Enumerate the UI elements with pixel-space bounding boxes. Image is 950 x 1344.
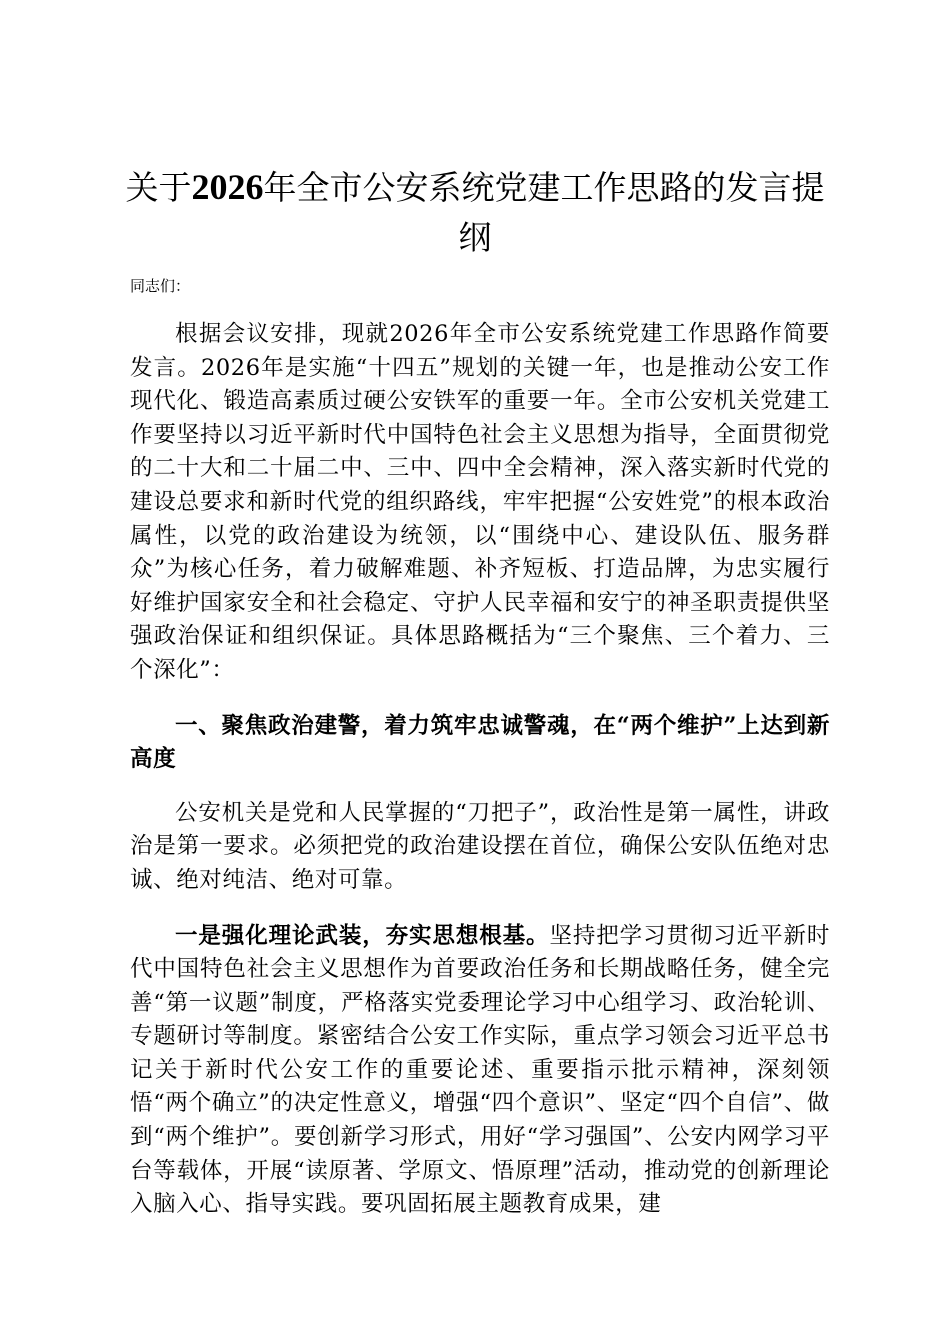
title-prefix: 关于: [125, 168, 192, 207]
salutation: 同志们：: [130, 277, 191, 295]
intro-paragraph: 根据会议安排，现就2026年全市公安系统党建工作思路作简要发言。2026年是实施“十四五”规划的关键一年，也是推动公安工作现代化、锻造高素质过硬公安铁军的重要一年。全市公安机关党建工作要坚持以习近平新时代中国特色社会主义思想为指导，全面贯彻党的二十大和二十届二中、三中、四中全会精神，深入落实新时代党的建设总要求和新时代党的组织路线，牢牢把握“公安姓党”的根本政治属性，以党的政治建设为统领，以“围绕中心、建设队伍、服务群众”为核心任务，着力破解难题、补齐短板、打造品牌，为忠实履行好维护国家安全和社会稳定、守护人民幸福和安宁的神圣职责提供坚强政治保证和组织保证。具体思路概括为“三个聚焦、三个着力、三个深化”：: [130, 321, 830, 683]
document-title: [118, 162, 832, 263]
title-suffix: 年全市公安系统党建工作思路的发言提纲: [263, 168, 825, 257]
title-year: 2026: [191, 167, 264, 207]
point-text-1: 坚持把学习贯彻习近平新时代中国特色社会主义思想作为首要政治任务和长期战略任务，健全完善“第一议题”制度，严格落实党委理论学习中心组学习、政治轮训、专题研讨等制度。紧密结合公安工作实际，重点学习领会习近平总书记关于新时代公安工作的重要论述、重要指示批示精神，深刻领悟“两个确立”的决定性意义，增强“四个意识”、坚定“四个自信”、做到“两个维护”。要创新学习形式，用好“学习强国”、公安内网学习平台等载体，开展“读原著、学原文、悟原理”活动，推动党的创新理论入脑入心、指导实践。要巩固拓展主题教育成果，建: [130, 922, 830, 1218]
point-lead-1: 一是强化理论武装，夯实思想根基。: [175, 922, 550, 949]
section-heading-1: 一、聚焦政治建警，着力筑牢忠诚警魂，在“两个维护”上达到新高度: [130, 712, 830, 773]
document-body: [130, 318, 830, 1244]
section-paragraph-1: 公安机关是党和人民掌握的“刀把子”，政治性是第一属性，讲政治是第一要求。必须把党的政治建设摆在首位，确保公安队伍绝对忠诚、绝对纯洁、绝对可靠。: [130, 799, 830, 893]
point-paragraph-1: [130, 920, 830, 1222]
